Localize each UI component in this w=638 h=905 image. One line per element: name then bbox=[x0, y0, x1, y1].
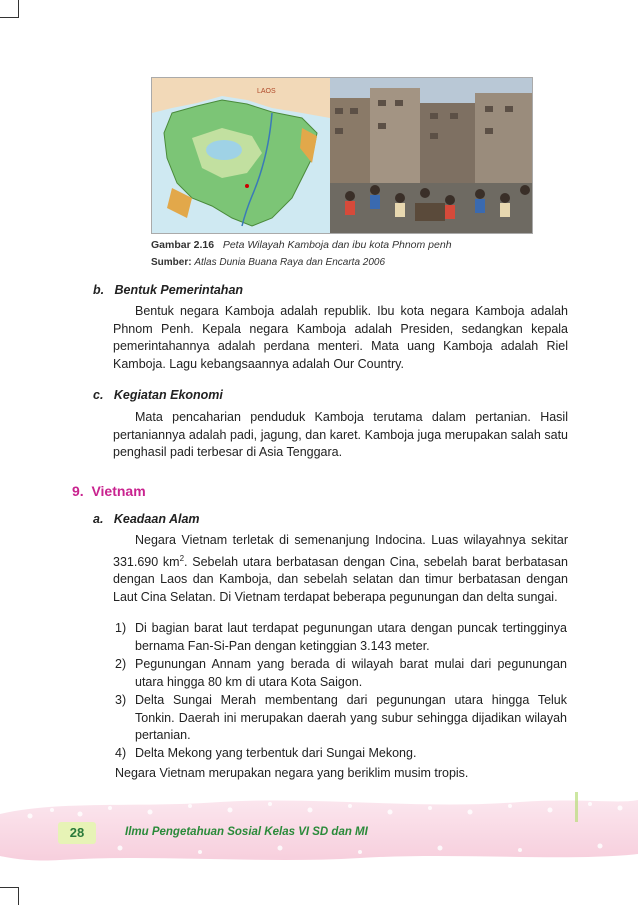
paragraph-keadaan-alam bbox=[113, 532, 568, 607]
source-text: Atlas Dunia Buana Raya dan Encarta 2006 bbox=[194, 257, 386, 268]
list-item-text: Delta Sungai Merah membentang dari pegunungan utara hingga Teluk Tonkin. Daerah ini merupakan daerah yang subur sehingga dijadikan wilayah pertanian. bbox=[135, 693, 567, 743]
heading-vietnam: 9. Vietnam bbox=[72, 483, 146, 499]
phnom-penh-street-photo bbox=[330, 78, 532, 233]
list-item bbox=[115, 692, 567, 745]
list-item-text: Pegunungan Annam yang berada di wilayah barat mulai dari pegunungan utara hingga 80 km di utara Kota Saigon. bbox=[135, 657, 567, 689]
list-item bbox=[115, 745, 567, 763]
book-title: Ilmu Pengetahuan Sosial Kelas VI SD dan MI bbox=[125, 826, 368, 838]
list-item bbox=[115, 620, 567, 655]
list-item-number: 4) bbox=[115, 746, 127, 760]
paragraph-kegiatan-ekonomi bbox=[113, 409, 568, 462]
caption-text: Peta Wilayah Kamboja dan ibu kota Phnom penh bbox=[222, 239, 452, 251]
crop-mark-bottom-left-h bbox=[0, 887, 18, 888]
source-label: Sumber: bbox=[151, 257, 192, 268]
paragraph-keadaan-alam-text-1: Negara Vietnam terletak di semenanjung Indocina. Luas wilayahnya sekitar 331.690 km bbox=[113, 533, 568, 569]
cambodia-map-image bbox=[152, 78, 330, 233]
caption-label: Gambar 2.16 bbox=[151, 239, 215, 251]
list-item-text: Delta Mekong yang terbentuk dari Sungai Mekong. bbox=[135, 746, 417, 760]
heading-kegiatan-ekonomi: c. Kegiatan Ekonomi bbox=[93, 388, 223, 402]
figure-caption bbox=[151, 239, 452, 251]
heading-keadaan-alam: a. Keadaan Alam bbox=[93, 512, 200, 526]
map-label-laos: LAOS bbox=[257, 88, 276, 95]
paragraph-keadaan-alam-text-2: . Sebelah utara berbatasan dengan Cina, sebelah barat berbatasan dengan Laos dan Kamboja, dan sebelah selatan dan timur berbatasan dengan Laut Cina Selatan. Di Vietnam terdapat beberapa pegunungan dan delta sungai. bbox=[113, 554, 569, 604]
paragraph-bentuk-pemerintahan bbox=[113, 303, 568, 373]
crop-mark-top-left-h bbox=[0, 17, 18, 18]
list-item-number: 2) bbox=[115, 657, 127, 671]
crop-mark-bottom-left-v bbox=[18, 887, 19, 905]
paragraph-iklim: Negara Vietnam merupakan negara yang beriklim musim tropis. bbox=[115, 766, 469, 780]
heading-bentuk-pemerintahan: b. Bentuk Pemerintahan bbox=[93, 283, 244, 297]
list-item bbox=[115, 656, 567, 691]
paragraph-kegiatan-ekonomi-text: Mata pencaharian penduduk Kamboja terutama dalam pertanian. Hasil pertaniannya adalah padi, jagung, dan karet. Kamboja juga merupakan salah satu penghasil padi terbesar di Asia Tenggara. bbox=[113, 410, 568, 460]
figure-source bbox=[151, 257, 385, 268]
crop-mark-top-left-v bbox=[18, 0, 19, 18]
list-item-number: 1) bbox=[115, 621, 127, 635]
superscript-2: 2 bbox=[179, 553, 185, 563]
paragraph-bentuk-pemerintahan-text: Bentuk negara Kamboja adalah republik. Ibu kota negara Kamboja adalah Phnom Penh. Kepala negara Kamboja adalah Presiden, sedangkan kepala pemerintahannya adalah perdana menteri. Mata uang Kamboja adalah Riel Kamboja. Lagu kebangsaannya adalah Our Country. bbox=[113, 304, 568, 371]
figure-cambodia bbox=[151, 77, 533, 234]
page-number: 28 bbox=[58, 822, 96, 844]
list-item-number: 3) bbox=[115, 693, 127, 707]
list-item-text: Di bagian barat laut terdapat pegunungan utara dengan puncak tertingginya bernama Fan-Si-Pan dengan ketinggian 3.143 meter. bbox=[135, 621, 567, 653]
